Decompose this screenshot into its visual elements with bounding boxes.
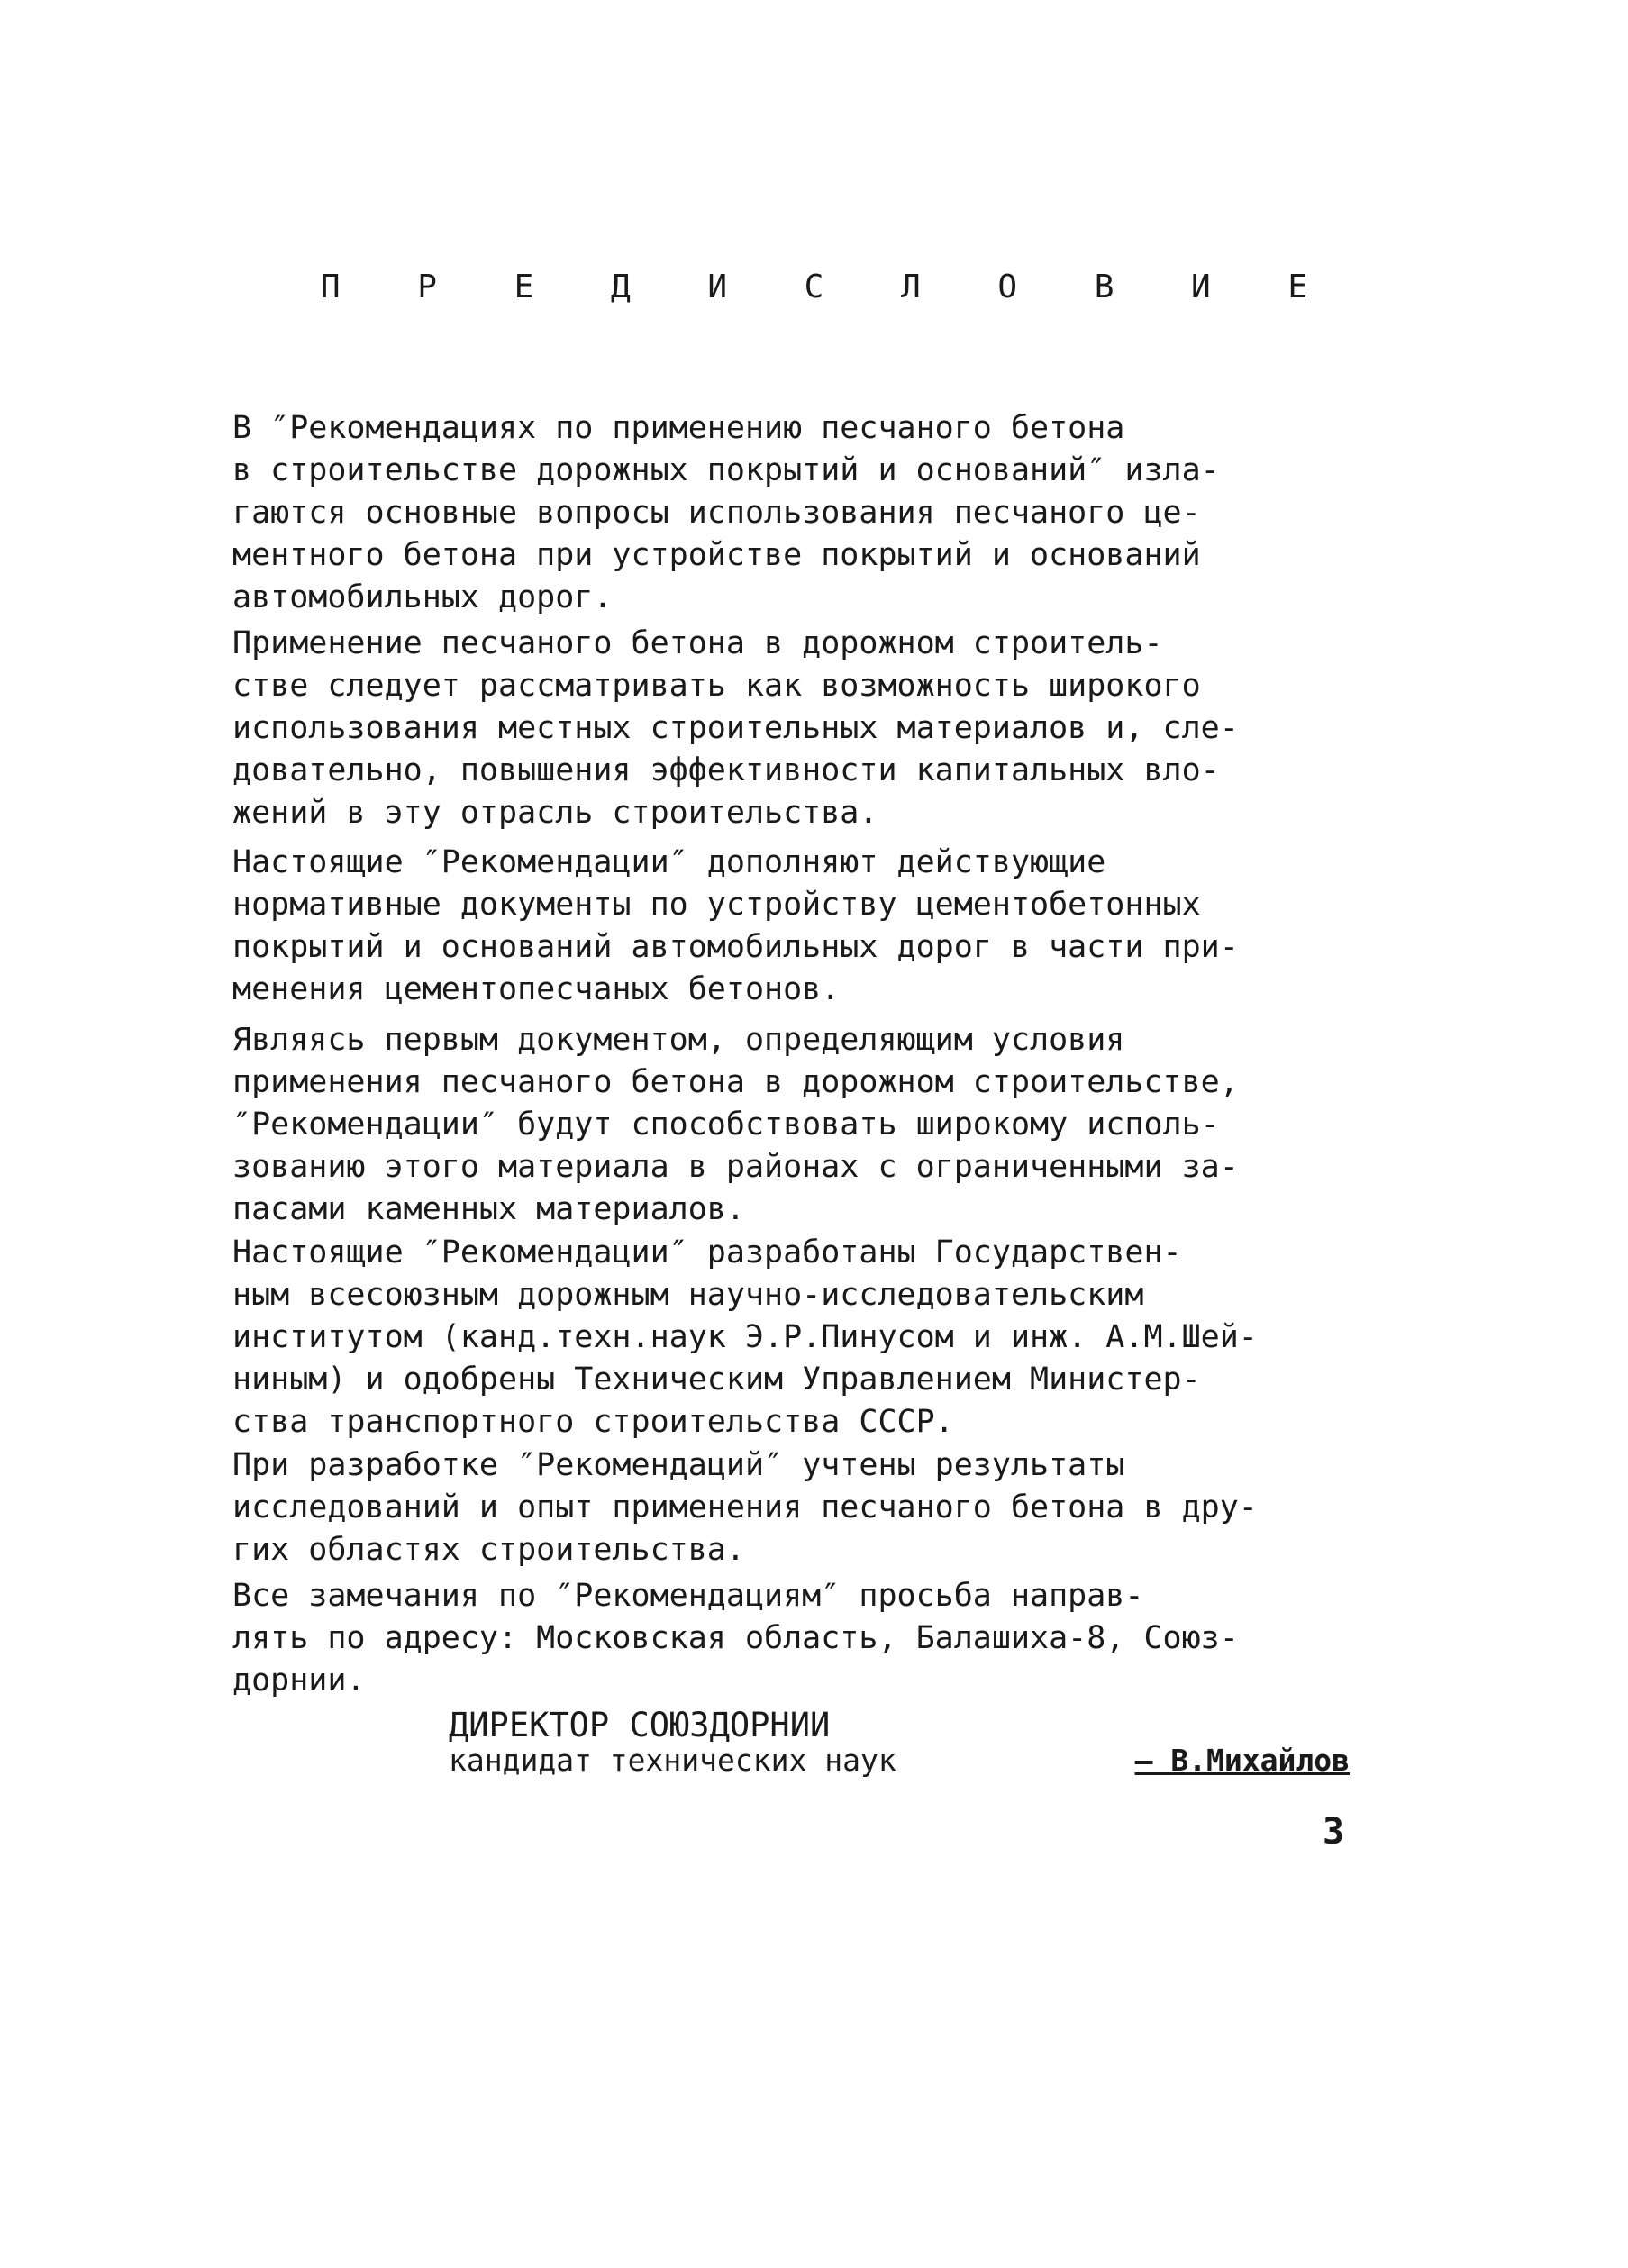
signature-title: ДИРЕКТОР СОЮЗДОРНИИ [449, 1706, 831, 1744]
signature-name: – В.Михайлов [1134, 1743, 1350, 1778]
paragraph-7: Все замечания по ″Рекомендациям″ просьба направ- лять по адресу: Московская область, Балашиха-8, Союз- дорнии. [232, 1578, 1239, 1699]
paragraph-2: Применение песчаного бетона в дорожном строитель- стве следует рассматривать как возможность широкого использования местных строительных материалов и, сле- довательно, повышения эффективности капитальных вло- жений в эту отрасль строительства. [232, 625, 1239, 831]
signature-line [449, 1744, 1350, 1778]
paragraph-6: При разработке ″Рекомендаций″ учтены результаты исследований и опыт применения песчаного бетона в дру- гих областях строительства. [232, 1447, 1258, 1568]
signature-block [449, 1708, 1404, 1778]
paragraph-5: Настоящие ″Рекомендации″ разработаны Государствен- ным всесоюзным дорожным научно-исследовательским институтом (канд.техн.наук Э.Р.Пинусом и инж. А.М.Шей- ниным) и одобрены Техническим Управлением Министер- ства транспортного строительства СССР. [232, 1234, 1258, 1440]
paragraph-3: Настоящие ″Рекомендации″ дополняют действующие нормативные документы по устройству цементобетонных покрытий и оснований автомобильных дорог в части при- менения цементопесчаных бетонов. [232, 844, 1239, 1007]
page-title: П Р Е Д И С Л О В И Е [320, 269, 1337, 305]
signature-position: кандидат технических наук [449, 1743, 896, 1778]
page-number: 3 [1323, 1811, 1345, 1853]
paragraph-1: В ″Рекомендациях по применению песчаного бетона в строительстве дорожных покрытий и оснований″ изла- гаются основные вопросы использования песчаного це- ментного бетона при устройстве покрытий и оснований автомобильных дорог. [232, 410, 1220, 615]
paragraph-4: Являясь первым документом, определяющим условия применения песчаного бетона в дорожном строительстве, ″Рекомендации″ будут способствовать широкому исполь- зованию этого материала в районах с ограниченными за- пасами каменных материалов. [232, 1022, 1239, 1227]
